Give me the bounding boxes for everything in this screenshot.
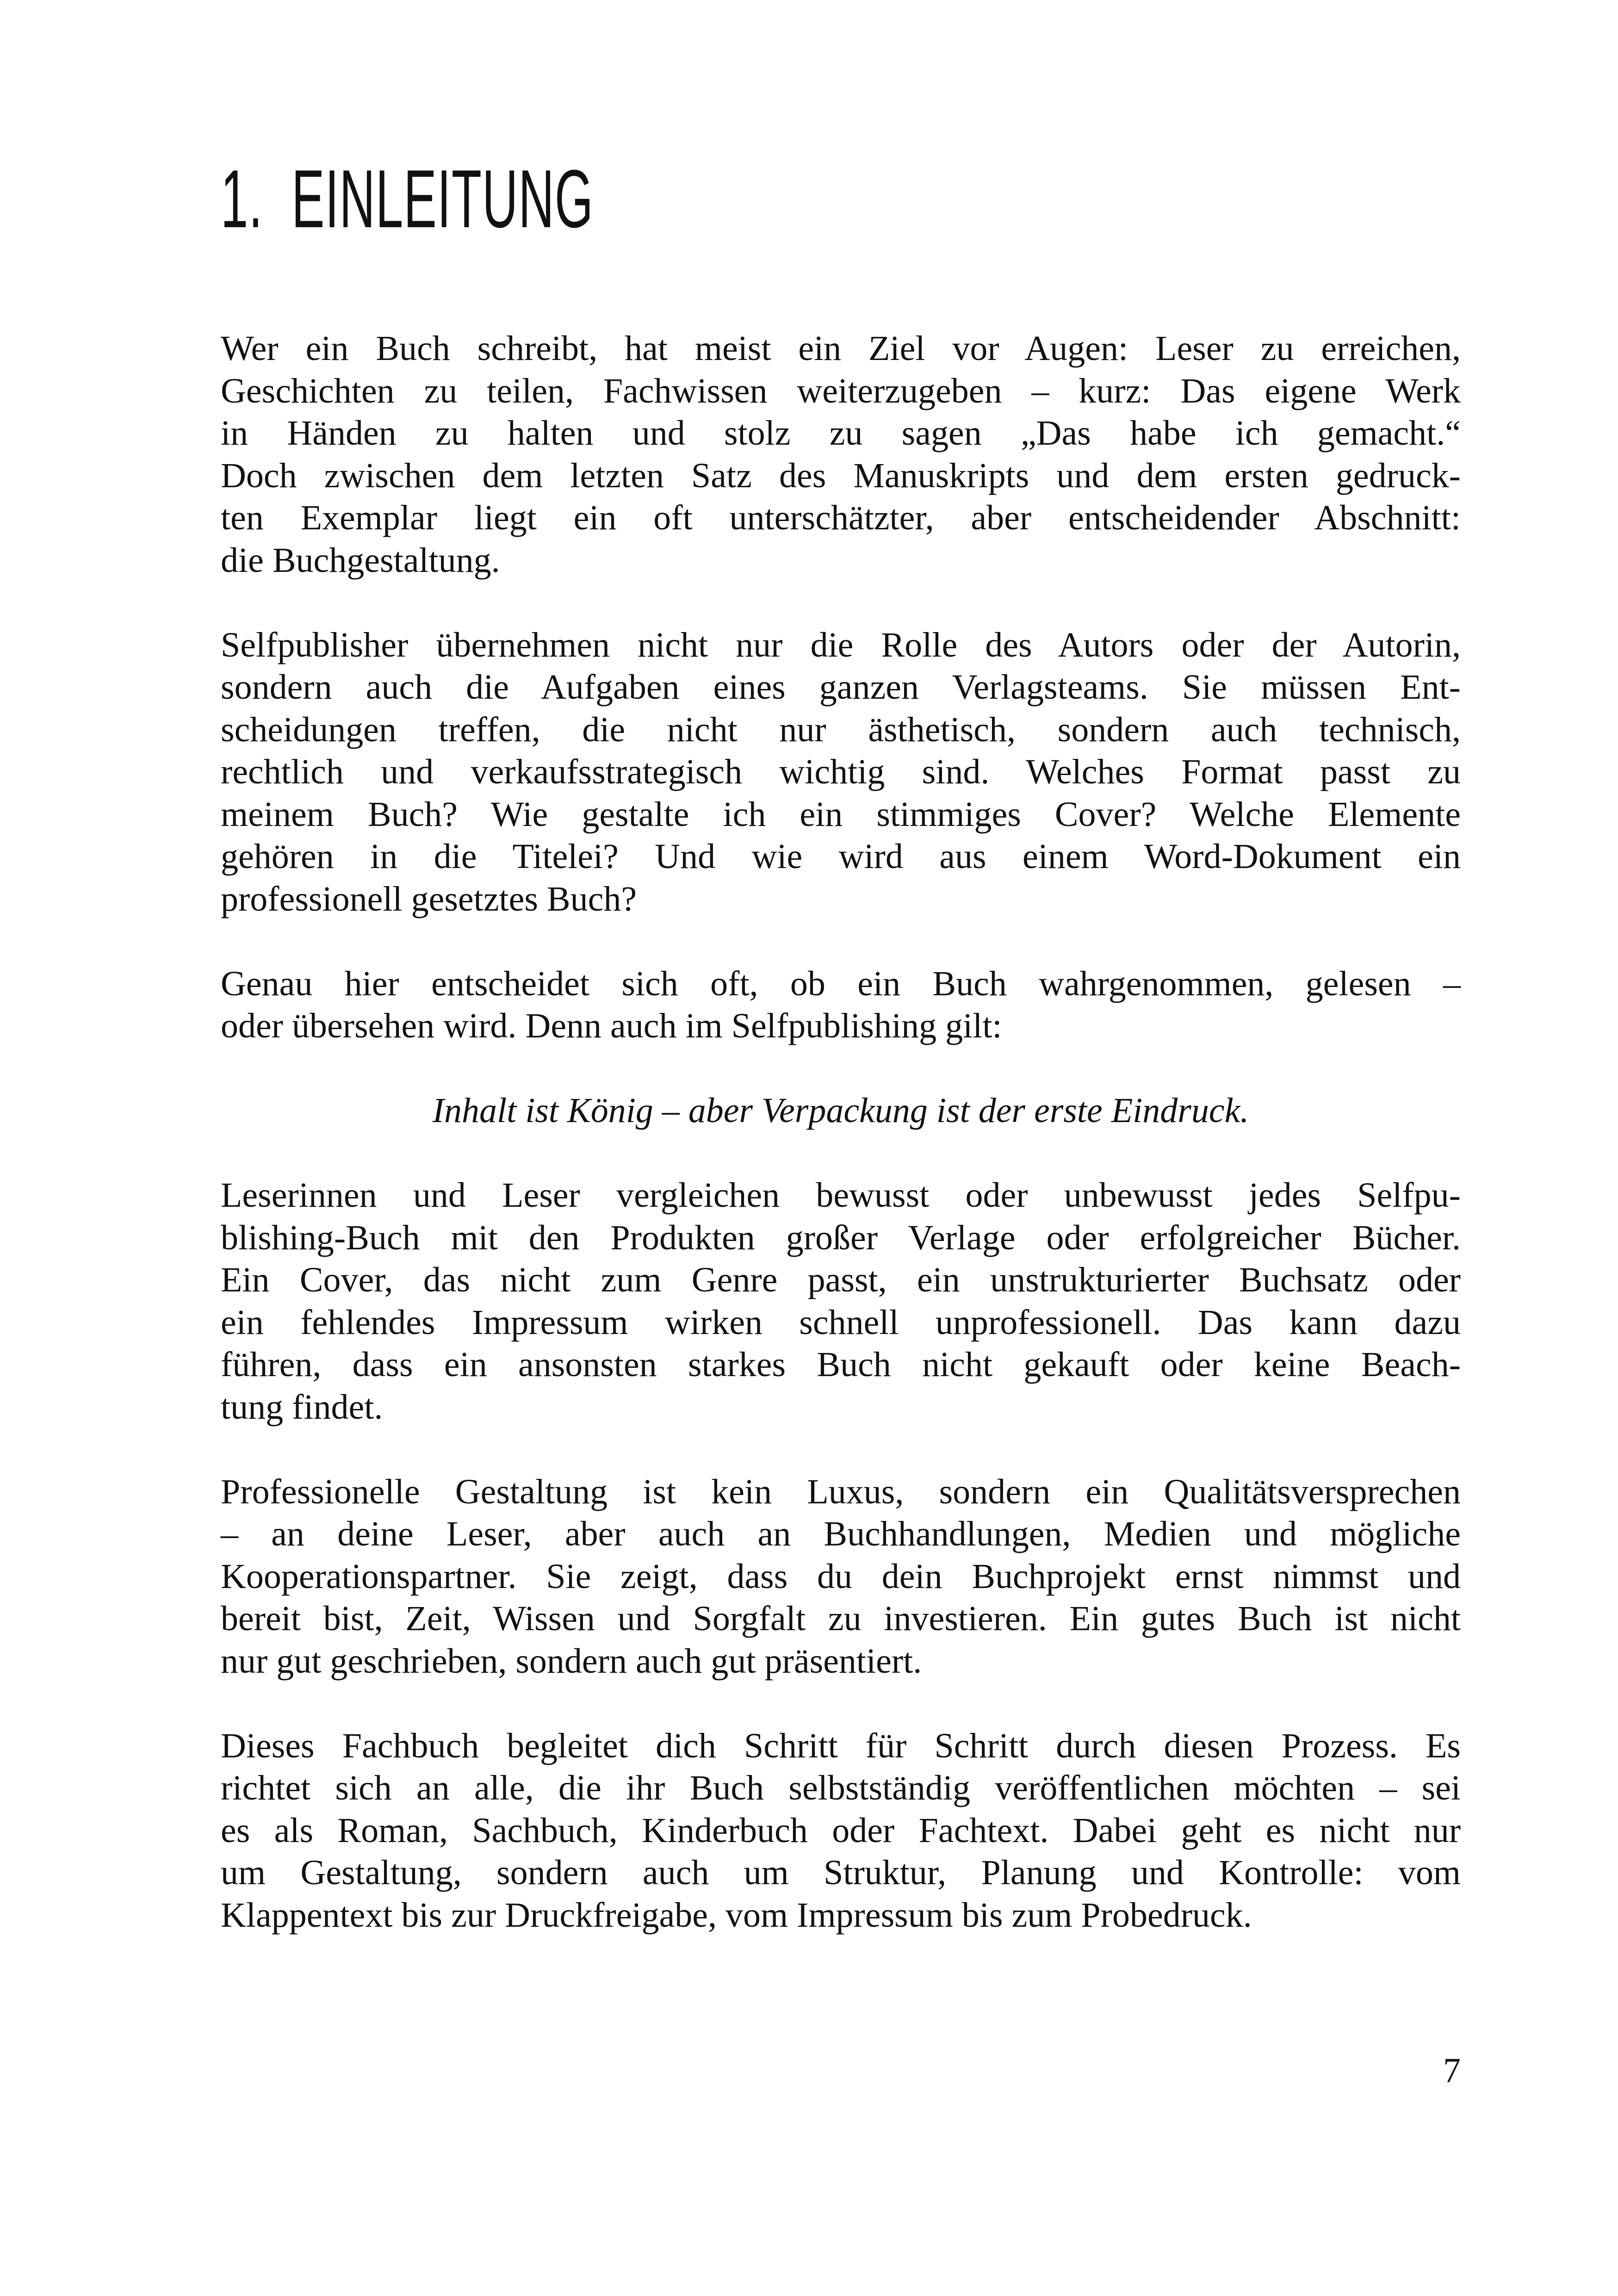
paragraph-gap [221, 1682, 1461, 1725]
paragraph [221, 963, 1461, 1048]
text-line: sondern auch die Aufgaben eines ganzen Verlagsteams. Sie müssen Ent- [221, 668, 1461, 707]
text-line: bereit bist, Zeit, Wissen und Sorgfalt zu investieren. Ein gutes Buch ist nicht [221, 1599, 1461, 1638]
paragraph-gap [221, 582, 1461, 624]
text-line: rechtlich und verkaufsstrategisch wichtig sind. Welches Format passt zu [221, 752, 1461, 791]
text-line: Geschichten zu teilen, Fachwissen weiterzugeben – kurz: Das eigene Werk [221, 371, 1461, 410]
text-line: Doch zwischen dem letzten Satz des Manuskripts und dem ersten gedruck- [221, 456, 1461, 495]
text-line: richtet sich an alle, die ihr Buch selbstständig veröffentlichen möchten – sei [221, 1769, 1461, 1807]
text-line: – an deine Leser, aber auch an Buchhandlungen, Medien und mögliche [221, 1514, 1461, 1553]
text-line: Klappentext bis zur Druckfreigabe, vom Impressum bis zum Probedruck. [221, 1895, 1252, 1935]
text-line: Dieses Fachbuch begleitet dich Schritt für Schritt durch diesen Prozess. Es [221, 1726, 1461, 1765]
text-line: ein fehlendes Impressum wirken schnell unprofessionell. Das kann dazu [221, 1303, 1461, 1342]
text-line: professionell gesetztes Buch? [221, 879, 637, 918]
text-line: in Händen zu halten und stolz zu sagen „Das habe ich gemacht.“ [221, 414, 1461, 453]
paragraph-gap [221, 920, 1461, 963]
text-line: Wer ein Buch schreibt, hat meist ein Ziel vor Augen: Leser zu erreichen, [221, 329, 1461, 368]
text-line: führen, dass ein ansonsten starkes Buch nicht gekauft oder keine Beach- [221, 1345, 1461, 1384]
text-line: ten Exemplar liegt ein oft unterschätzter, aber entscheidender Abschnitt: [221, 498, 1461, 537]
text-line: gehören in die Titelei? Und wie wird aus einem Word-Dokument ein [221, 837, 1461, 876]
text-line: Genau hier entscheidet sich oft, ob ein Buch wahrgenommen, gelesen – [221, 964, 1461, 1003]
text-line: Professionelle Gestaltung ist kein Luxus, sondern ein Qualitätsversprechen [221, 1472, 1461, 1511]
text-line: meinem Buch? Wie gestalte ich ein stimmiges Cover? Welche Elemente [221, 794, 1461, 834]
text-line: es als Roman, Sachbuch, Kinderbuch oder Fachtext. Dabei geht es nicht nur [221, 1811, 1461, 1850]
chapter-body [221, 328, 1461, 1936]
text-line: Leserinnen und Leser vergleichen bewusst oder unbewusst jedes Selfpu- [221, 1176, 1461, 1215]
text-line: blishing-Buch mit den Produkten großer Verlage oder erfolgreicher Bücher. [221, 1218, 1461, 1257]
text-line: Ein Cover, das nicht zum Genre passt, ein unstrukturierter Buchsatz oder [221, 1260, 1461, 1299]
text-line: die Buchgestaltung. [221, 540, 500, 580]
text-line: tung findet. [221, 1387, 383, 1427]
text-line: um Gestaltung, sondern auch um Struktur, Planung und Kontrolle: vom [221, 1853, 1461, 1892]
paragraph [221, 1471, 1461, 1683]
text-line: Kooperationspartner. Sie zeigt, dass du dein Buchprojekt ernst nimmst und [221, 1557, 1461, 1596]
text-line: nur gut geschrieben, sondern auch gut präsentiert. [221, 1641, 922, 1681]
paragraph-gap [221, 1048, 1461, 1090]
paragraph-gap [221, 1132, 1461, 1175]
chapter-heading: 1. EINLEITUNG [221, 153, 594, 245]
paragraph-gap [221, 1428, 1461, 1471]
paragraph [221, 1725, 1461, 1937]
paragraph [221, 328, 1461, 582]
text-line: oder übersehen wird. Denn auch im Selfpublishing gilt: [221, 1006, 1002, 1045]
highlight-quote: Inhalt ist König – aber Verpackung ist der erste Eindruck. [432, 1091, 1249, 1130]
paragraph [221, 1174, 1461, 1428]
text-line: scheidungen treffen, die nicht nur ästhetisch, sondern auch technisch, [221, 710, 1461, 749]
page-number: 7 [1443, 2051, 1461, 2090]
paragraph [221, 624, 1461, 921]
text-line: Selfpublisher übernehmen nicht nur die Rolle des Autors oder der Autorin, [221, 625, 1461, 664]
